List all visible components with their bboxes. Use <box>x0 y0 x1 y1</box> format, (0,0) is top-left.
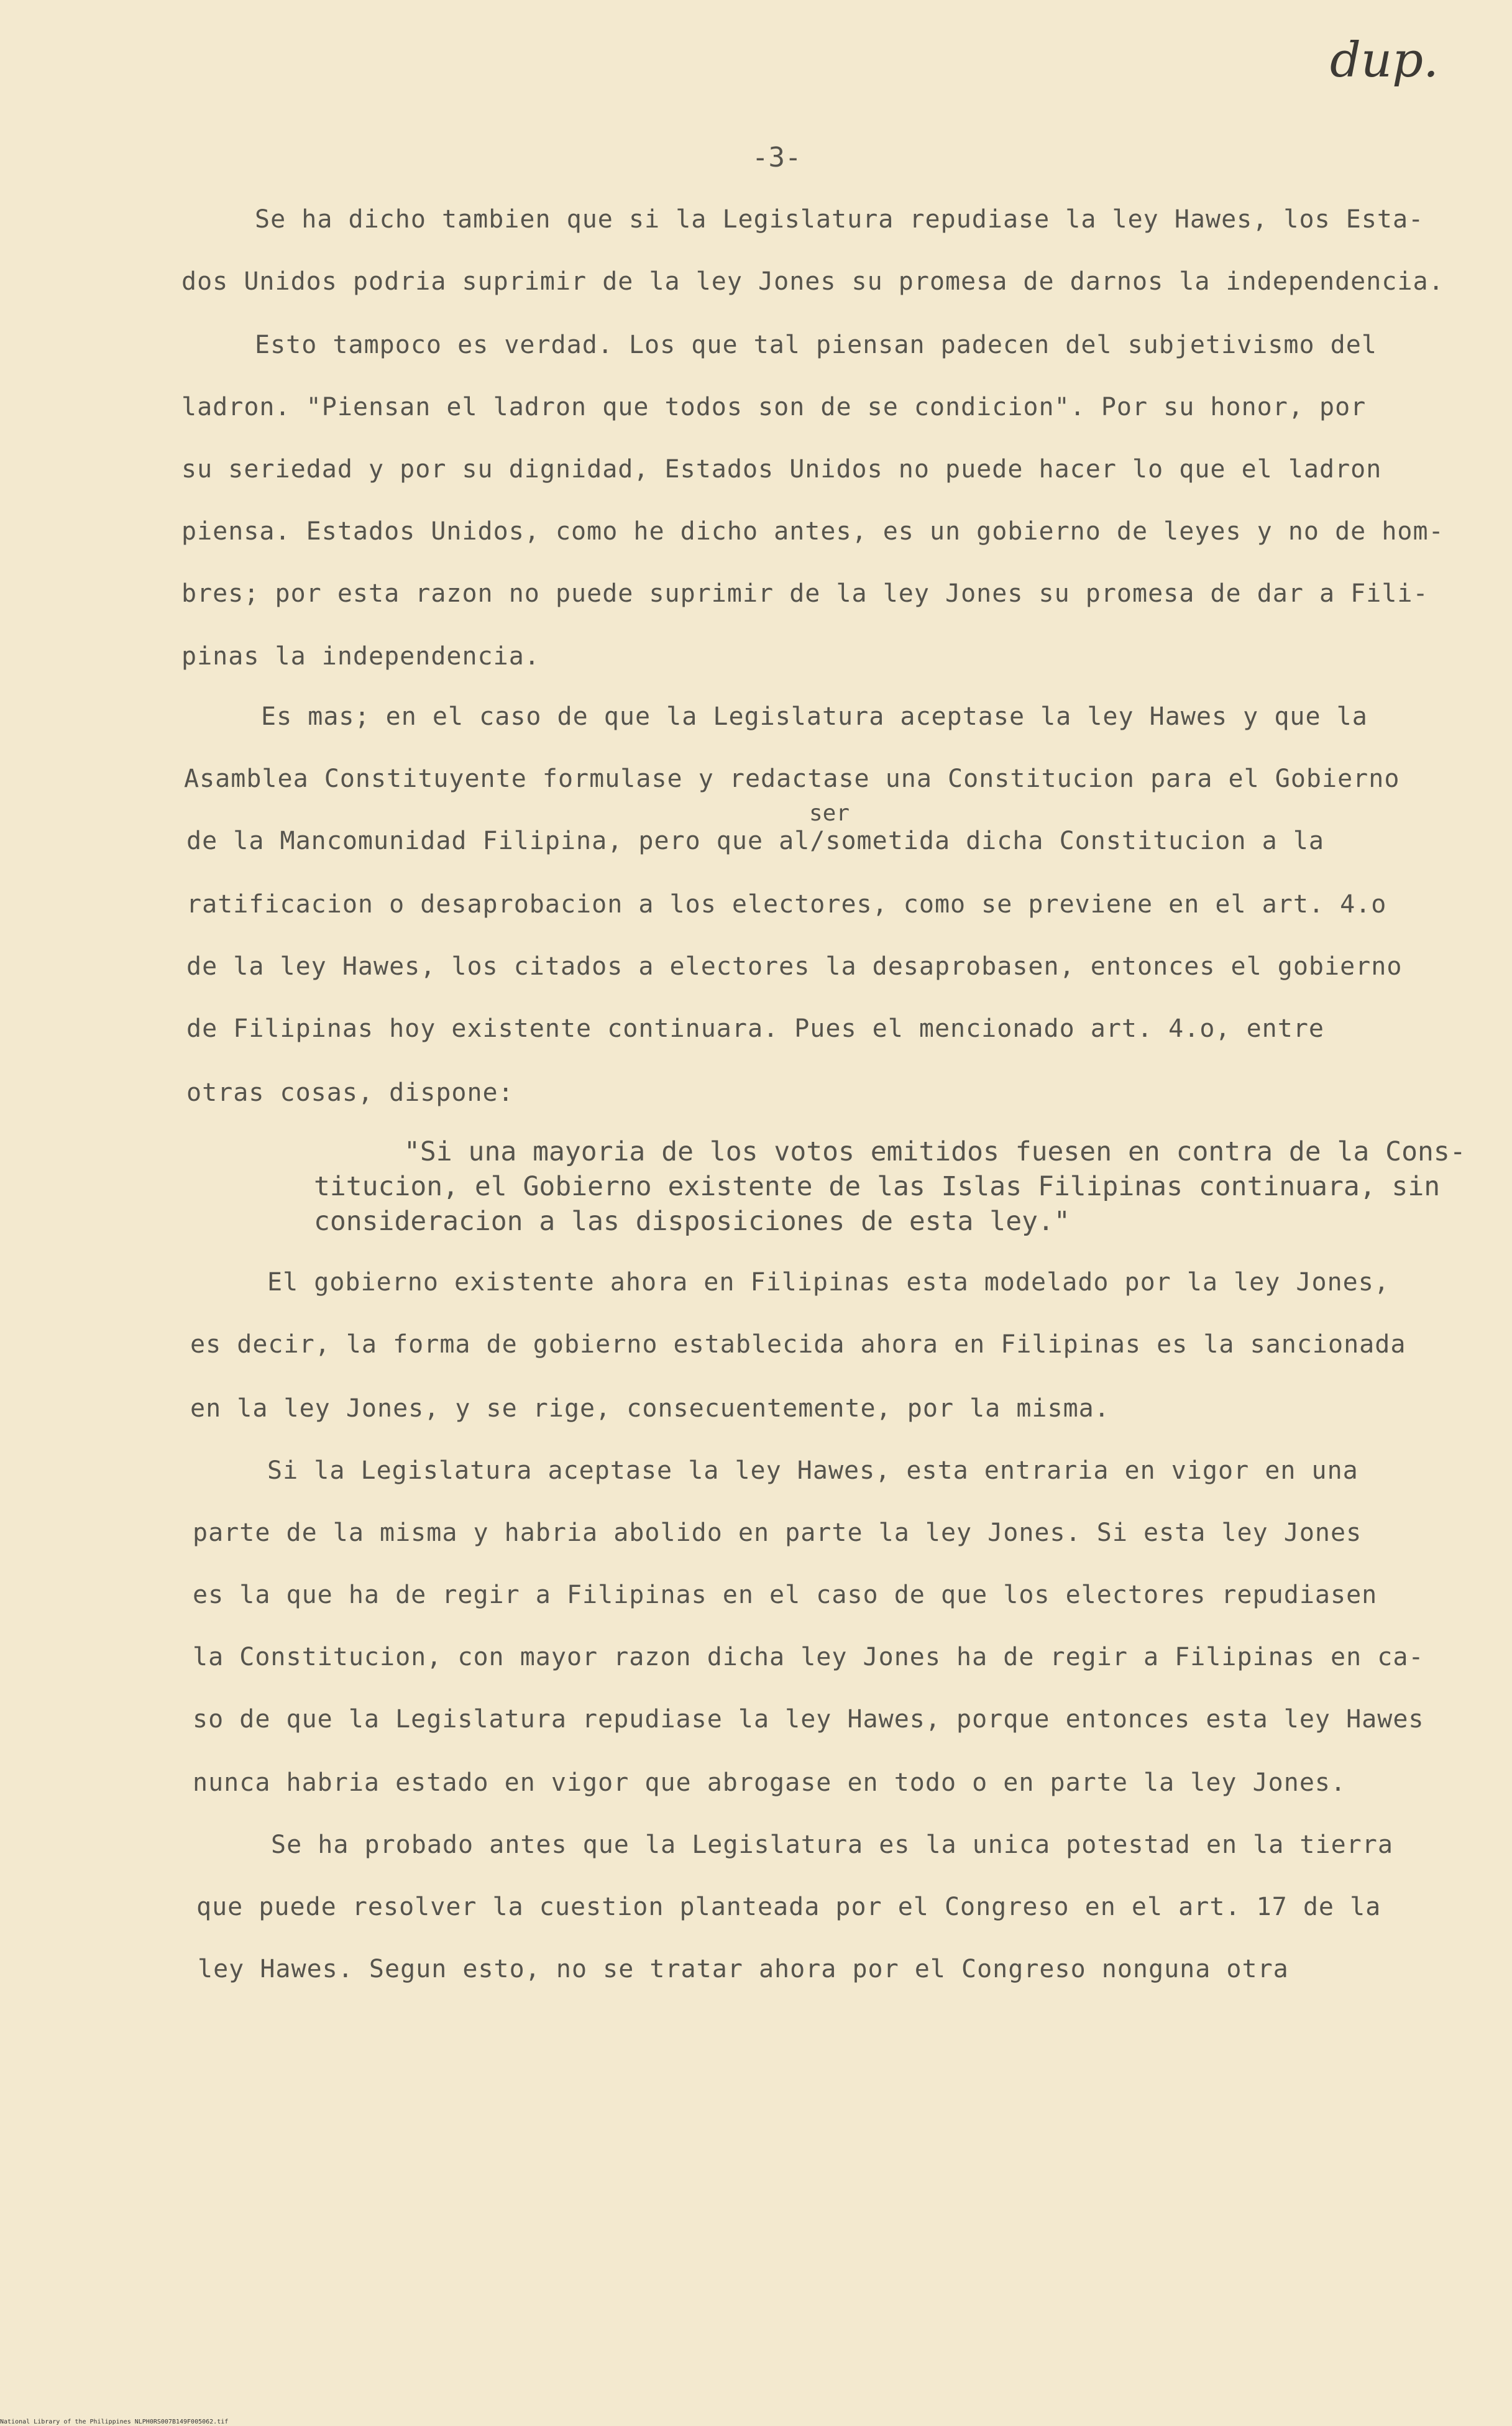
text-line: ratificacion o desaprobacion a los electores, como se previene en el art. 4.o <box>186 890 1387 919</box>
text-line: Si la Legislatura aceptase la ley Hawes, esta entraria en vigor en una <box>267 1456 1359 1485</box>
quote-line: titucion, el Gobierno existente de las Islas Filipinas continuara, sin <box>314 1171 1441 1202</box>
text-line: Se ha dicho tambien que si la Legislatura repudiase la ley Hawes, los Esta- <box>255 205 1424 234</box>
text-line: su seriedad y por su dignidad, Estados Unidos no puede hacer lo que el ladron <box>181 455 1382 484</box>
text-line: ley Hawes. Segun esto, no se tratar ahora por el Congreso nonguna otra <box>198 1955 1289 1983</box>
text-line: Asamblea Constituyente formulase y redactase una Constitucion para el Gobierno <box>184 765 1400 793</box>
text-line: piensa. Estados Unidos, como he dicho antes, es un gobierno de leyes y no de hom- <box>181 517 1444 546</box>
text-line: dos Unidos podria suprimir de la ley Jones su promesa de darnos la independencia. <box>181 267 1444 296</box>
quote-line: "Si una mayoria de los votos emitidos fuesen en contra de la Cons- <box>404 1136 1466 1167</box>
quote-line: consideracion a las disposiciones de esta ley." <box>314 1206 1070 1237</box>
text-line: de Filipinas hoy existente continuara. Pues el mencionado art. 4.o, entre <box>186 1014 1324 1043</box>
text-line: otras cosas, dispone: <box>186 1078 514 1107</box>
text-line: en la ley Jones, y se rige, consecuentemente, por la misma. <box>190 1394 1110 1423</box>
text-line: Esto tampoco es verdad. Los que tal piensan padecen del subjetivismo del <box>255 331 1377 359</box>
text-line: ladron. "Piensan el ladron que todos son de se condicion". Por su honor, por <box>181 393 1367 421</box>
text-line: es la que ha de regir a Filipinas en el caso de que los electores repudiasen <box>193 1581 1378 1609</box>
handwritten-note: dup. <box>1330 32 1439 88</box>
text-line: Es mas; en el caso de que la Legislatura aceptase la ley Hawes y que la <box>261 702 1368 731</box>
text-line: es decir, la forma de gobierno establecida ahora en Filipinas es la sancionada <box>190 1330 1406 1359</box>
text-line: nunca habria estado en vigor que abrogase en todo o en parte la ley Jones. <box>193 1768 1347 1797</box>
page-number: -3- <box>752 142 802 173</box>
text-line: parte de la misma y habria abolido en parte la ley Jones. Si esta ley Jones <box>193 1519 1362 1547</box>
text-line: pinas la independencia. <box>181 642 540 671</box>
interlinear-insert: ser <box>809 801 850 826</box>
text-line: que puede resolver la cuestion planteada por el Congreso en el art. 17 de la <box>196 1893 1381 1921</box>
text-line: so de que la Legislatura repudiase la ley Hawes, porque entonces esta ley Hawes <box>193 1705 1424 1734</box>
text-line: de la ley Hawes, los citados a electores la desaprobasen, entonces el gobierno <box>186 952 1403 981</box>
text-line: la Constitucion, con mayor razon dicha ley Jones ha de regir a Filipinas en ca- <box>193 1643 1424 1671</box>
text-line: Se ha probado antes que la Legislatura es la unica potestad en la tierra <box>271 1831 1393 1859</box>
text-line: El gobierno existente ahora en Filipinas esta modelado por la ley Jones, <box>267 1268 1390 1297</box>
text-line: de la Mancomunidad Filipina, pero que al/sometida dicha Constitucion a la <box>186 827 1324 855</box>
archive-footer: National Library of the Philippines NLPH0RS007B149F005062.tif <box>0 2419 229 2425</box>
text-line: bres; por esta razon no puede suprimir de la ley Jones su promesa de dar a Fili- <box>181 579 1429 608</box>
